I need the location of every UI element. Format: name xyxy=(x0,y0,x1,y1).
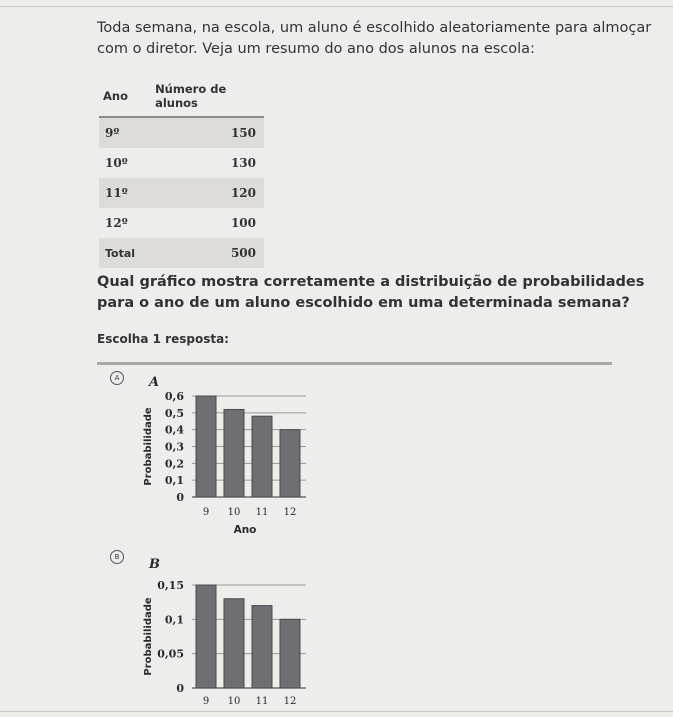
y-tick-label: 0,1 xyxy=(164,474,184,488)
y-axis-label: Probabilidade xyxy=(143,407,154,486)
table-cell-ano: Total xyxy=(99,238,141,268)
x-tick-label: 9 xyxy=(202,696,210,707)
question-text: Qual gráfico mostra corretamente a distribuição de probabilidades para o ano de um aluno escolhido em uma determinada semana? xyxy=(97,274,645,311)
bar xyxy=(280,430,300,497)
bar xyxy=(224,599,244,688)
chart-title: A xyxy=(149,375,160,390)
table-cell-ano: 9º xyxy=(99,117,141,148)
x-axis-label: Ano xyxy=(233,524,257,536)
bar xyxy=(252,416,272,497)
intro-text: Toda semana, na escola, um aluno é escolhido aleatoriamente para almoçar com o diretor. Veja um resumo do ano dos alunos na escola: xyxy=(97,20,652,57)
y-tick-label: 0,4 xyxy=(164,423,184,437)
y-tick-label: 0,5 xyxy=(164,406,184,420)
table-cell-ano: 11º xyxy=(99,178,141,208)
x-tick-label: 12 xyxy=(283,696,297,707)
bar xyxy=(280,619,300,688)
table-cell-num: 120 xyxy=(141,178,264,208)
y-tick-label: 0 xyxy=(176,682,184,695)
choice-a-radio[interactable]: A xyxy=(110,371,124,385)
bar xyxy=(196,396,216,497)
chart-title: B xyxy=(149,557,160,572)
y-tick-label: 0,3 xyxy=(164,440,184,454)
y-tick-label: 0 xyxy=(176,491,184,504)
table-cell-ano: 10º xyxy=(105,156,128,170)
x-tick-label: 10 xyxy=(227,696,241,707)
y-tick-label: 0,05 xyxy=(157,647,184,661)
bar xyxy=(252,606,272,688)
x-tick-label: 12 xyxy=(283,507,297,518)
table-cell-num: 130 xyxy=(230,156,256,170)
y-tick-label: 0,2 xyxy=(164,457,184,471)
answer-prompt: Escolha 1 resposta: xyxy=(97,332,229,346)
x-tick-label: 11 xyxy=(255,507,269,518)
bar xyxy=(196,585,216,688)
choice-b-chart[interactable] xyxy=(143,557,306,707)
x-tick-label: 10 xyxy=(227,507,241,518)
y-axis-label: Probabilidade xyxy=(143,597,154,676)
y-tick-label: 0,6 xyxy=(164,390,184,403)
bottom-divider xyxy=(0,711,673,712)
table-cell-num: 500 xyxy=(141,238,264,268)
table-cell-num: 100 xyxy=(230,216,256,230)
table-cell-ano: 12º xyxy=(105,216,128,230)
table-header-ano: Ano xyxy=(99,79,141,117)
choice-a-chart[interactable] xyxy=(143,375,306,536)
x-tick-label: 11 xyxy=(255,696,269,707)
y-tick-label: 0,15 xyxy=(157,579,184,592)
y-tick-label: 0,1 xyxy=(164,613,184,627)
bar xyxy=(224,409,244,497)
table-header-numero: Número de alunos xyxy=(141,79,264,117)
table-cell-num: 150 xyxy=(141,117,264,148)
choice-b-radio[interactable]: B xyxy=(110,550,124,564)
x-tick-label: 9 xyxy=(202,507,210,518)
